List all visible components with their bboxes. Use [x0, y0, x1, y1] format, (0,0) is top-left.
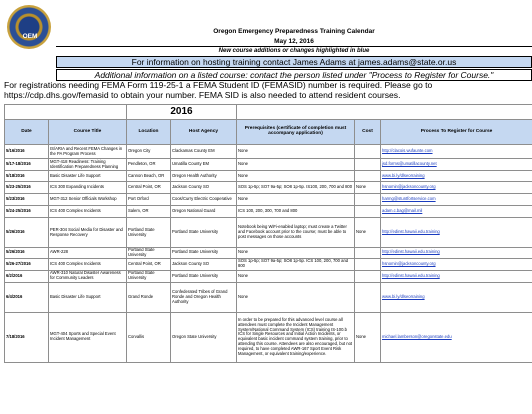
- cell-title: ICS 400 Complex Incidents: [49, 206, 127, 218]
- cell-title: ICS 300 Expanding Incidents: [49, 182, 127, 194]
- cell-title: Basic Disaster Life Support: [49, 282, 127, 312]
- column-header-row: [5, 120, 532, 145]
- cell-register[interactable]: adam.c.bag@mail.mil: [381, 206, 532, 218]
- cell-register[interactable]: www.bi.ly/dlseorraining: [381, 171, 532, 182]
- cell-register[interactable]: http://edinst.hawaii.edu.training: [381, 218, 532, 248]
- cell-date: 6/4/2016: [5, 282, 49, 312]
- cell-cost: [355, 194, 381, 206]
- page-date: May 12, 2016: [274, 38, 314, 45]
- cell-agency: Confederated Tribes of Grand Ronde and Oregon Health Authority: [171, 282, 237, 312]
- cell-title: IS/ARIA and Recent FEMA Changes in the PA Program Process: [49, 145, 127, 159]
- cell-prereq: SOS 1p-5p; SO7 9a-5p; SO8 1p-5p. IS100, 200, 700 and 800: [237, 182, 355, 194]
- table-row: [5, 145, 532, 159]
- cell-location: Grand Ronde: [127, 282, 171, 312]
- cell-cost: [355, 282, 381, 312]
- highlight-notice-band: [56, 46, 532, 55]
- cell-cost: [355, 206, 381, 218]
- table-row: [5, 194, 532, 206]
- cell-register[interactable]: hsnomin@jacksoncounty.org: [381, 182, 532, 194]
- fema-info-line-1: For registrations needing FEMA Form 119-25-1 a FEMA Student ID (FEMASID) number is required. Please go to: [4, 80, 433, 90]
- cell-title: AWR-310 Natural Disaster Awareness for Community Leaders: [49, 270, 127, 282]
- cell-date: 5/23-25/2016: [5, 182, 49, 194]
- highlight-notice: New course additions or changes highlighted in blue: [218, 48, 370, 54]
- col-cost[interactable]: Cost: [355, 120, 381, 145]
- cell-agency: Umatilla County EM: [171, 159, 237, 171]
- cell-agency: Portland State University: [171, 248, 237, 259]
- hosting-info: For information on hosting training contact James Adams at james.adams@state.or.us: [56, 56, 532, 68]
- cell-date: 5/24-25/2016: [5, 206, 49, 218]
- cell-cost: [355, 159, 381, 171]
- oem-seal-icon: [7, 5, 51, 49]
- cell-prereq: In order to be prepared for this advanced level course all attendees must complete the Incident Management System/National Command System (ICS) training IS-100.b ICS for Single Resources and Initial Action Incidents, or equivalent basic incident command system training, prior to attending this course. Attendees are also encouraged, but not required, to have completed AWR-167 Sport Event Risk Management, or equivalent training/experience.: [237, 312, 355, 362]
- cell-cost: [355, 248, 381, 259]
- cell-title: ICS 400 Complex Incidents: [49, 258, 127, 270]
- cell-agency: Coos/Curry Electric Cooperative: [171, 194, 237, 206]
- cell-prereq: None: [237, 171, 355, 182]
- cell-title: PER-304 Social Media for Disaster and Response Recovery: [49, 218, 127, 248]
- cell-prereq: SOS 1p-5p; SO7 9a-5p; SO8 1p-5p. ICS 100, 200, 700 and 800: [237, 258, 355, 270]
- cell-title: MGT-418 Readiness: Training Identification Preparedness Planning: [49, 159, 127, 171]
- cell-prereq: None: [237, 270, 355, 282]
- cell-register[interactable]: harmg@stuntfortservice.com: [381, 194, 532, 206]
- cell-cost: [355, 270, 381, 282]
- col-register[interactable]: Process To Register for Course: [381, 120, 532, 145]
- cell-location: Central Point, OR: [127, 258, 171, 270]
- cell-prereq: None: [237, 145, 355, 159]
- cell-agency: Oregon National Guard: [171, 206, 237, 218]
- cell-title: MGT-312 Senior Officials Workshop: [49, 194, 127, 206]
- cell-register[interactable]: http://edinst.hawaii.edu.training: [381, 248, 532, 259]
- cell-title: Basic Disaster Life Support: [49, 171, 127, 182]
- cell-location: Central Point, OR: [127, 182, 171, 194]
- cell-agency: Jackson County SO: [171, 258, 237, 270]
- cell-agency: Jackson County SO: [171, 182, 237, 194]
- cell-agency: Oregon Health Authority: [171, 171, 237, 182]
- cell-location: Pendleton, OR: [127, 159, 171, 171]
- training-table: [4, 104, 532, 363]
- fema-info: [4, 80, 532, 100]
- col-prerequisites[interactable]: Prerequisites (certificate of completion must accompany application): [237, 120, 355, 145]
- cell-cost: [355, 145, 381, 159]
- cell-date: 5/18/2016: [5, 171, 49, 182]
- cell-date: 5/23/2016: [5, 194, 49, 206]
- table-row: [5, 218, 532, 248]
- table-row: [5, 159, 532, 171]
- cell-agency: Clackamas County EM: [171, 145, 237, 159]
- cell-register[interactable]: jsd.forms@umatillacounty.net: [381, 159, 532, 171]
- table-row: [5, 312, 532, 362]
- cell-title: MGT-404 Sports and Special Event Incident Management: [49, 312, 127, 362]
- cell-cost: None: [355, 182, 381, 194]
- cell-prereq: None: [237, 159, 355, 171]
- cell-location: Corvallis: [127, 312, 171, 362]
- col-host-agency[interactable]: Host Agency: [171, 120, 237, 145]
- cell-date: 5/26-27/2016: [5, 258, 49, 270]
- cell-cost: None: [355, 218, 381, 248]
- col-course-title[interactable]: Course Title: [49, 120, 127, 145]
- cell-location: Cannon Beach, OR: [127, 171, 171, 182]
- table-row: [5, 182, 532, 194]
- cell-agency: Oregon State University: [171, 312, 237, 362]
- cell-location: Portland State University: [127, 270, 171, 282]
- cell-date: 5/26/2016: [5, 248, 49, 259]
- cell-location: Portland State University: [127, 248, 171, 259]
- table-row: [5, 171, 532, 182]
- additional-info: Additional information on a listed course: contact the person listed under "Process to Register for Course.": [56, 69, 532, 81]
- year-label: 2016: [127, 105, 237, 120]
- cell-date: 7/18/2016: [5, 312, 49, 362]
- year-row: [5, 105, 532, 120]
- cell-cost: [355, 258, 381, 270]
- cell-register[interactable]: http://clacois.wufaunte.com: [381, 145, 532, 159]
- cell-prereq: None: [237, 194, 355, 206]
- seal-label: OEM: [22, 33, 38, 40]
- cell-agency: Portland State University: [171, 218, 237, 248]
- cell-date: 5/26/2016: [5, 218, 49, 248]
- cell-cost: [355, 171, 381, 182]
- fema-info-line-2: https://cdp.dhs.gov/femasid to obtain your number. FEMA SID is also needed to attend resident courses.: [4, 90, 401, 100]
- cell-date: 6/2/2016: [5, 270, 49, 282]
- cell-prereq: Notebook being WiFi-enabled laptop; must create a Twitter and Facebook account prior to the course; must be able to post messages on those accounts: [237, 218, 355, 248]
- cell-prereq: ICS 100, 200, 300, 700 and 800: [237, 206, 355, 218]
- cell-register[interactable]: michael.lamberson@oregonstate.edu: [381, 312, 532, 362]
- cell-date: 5/17-18/2016: [5, 159, 49, 171]
- cell-cost: None: [355, 312, 381, 362]
- cell-location: Portland State University: [127, 218, 171, 248]
- col-location[interactable]: Location: [127, 120, 171, 145]
- cell-location: Oregon City: [127, 145, 171, 159]
- cell-prereq: None: [237, 248, 355, 259]
- cell-location: Salem, OR: [127, 206, 171, 218]
- cell-register[interactable]: http://edinst.hawaii.edu.training: [381, 270, 532, 282]
- cell-agency: Portland State University: [171, 270, 237, 282]
- cell-title: AWR-228: [49, 248, 127, 259]
- table-row: [5, 248, 532, 259]
- page-title: Oregon Emergency Preparedness Training Calendar: [213, 28, 375, 35]
- table-row: [5, 270, 532, 282]
- cell-location: Port Orford: [127, 194, 171, 206]
- table-row: [5, 206, 532, 218]
- cell-date: 5/16/2016: [5, 145, 49, 159]
- cell-prereq: None: [237, 282, 355, 312]
- cell-register[interactable]: hsnomin@jacksoncounty.org: [381, 258, 532, 270]
- col-date[interactable]: Date: [5, 120, 49, 145]
- cell-register[interactable]: www.bi.ly/dlseorraining: [381, 282, 532, 312]
- table-row: [5, 282, 532, 312]
- table-row: [5, 258, 532, 270]
